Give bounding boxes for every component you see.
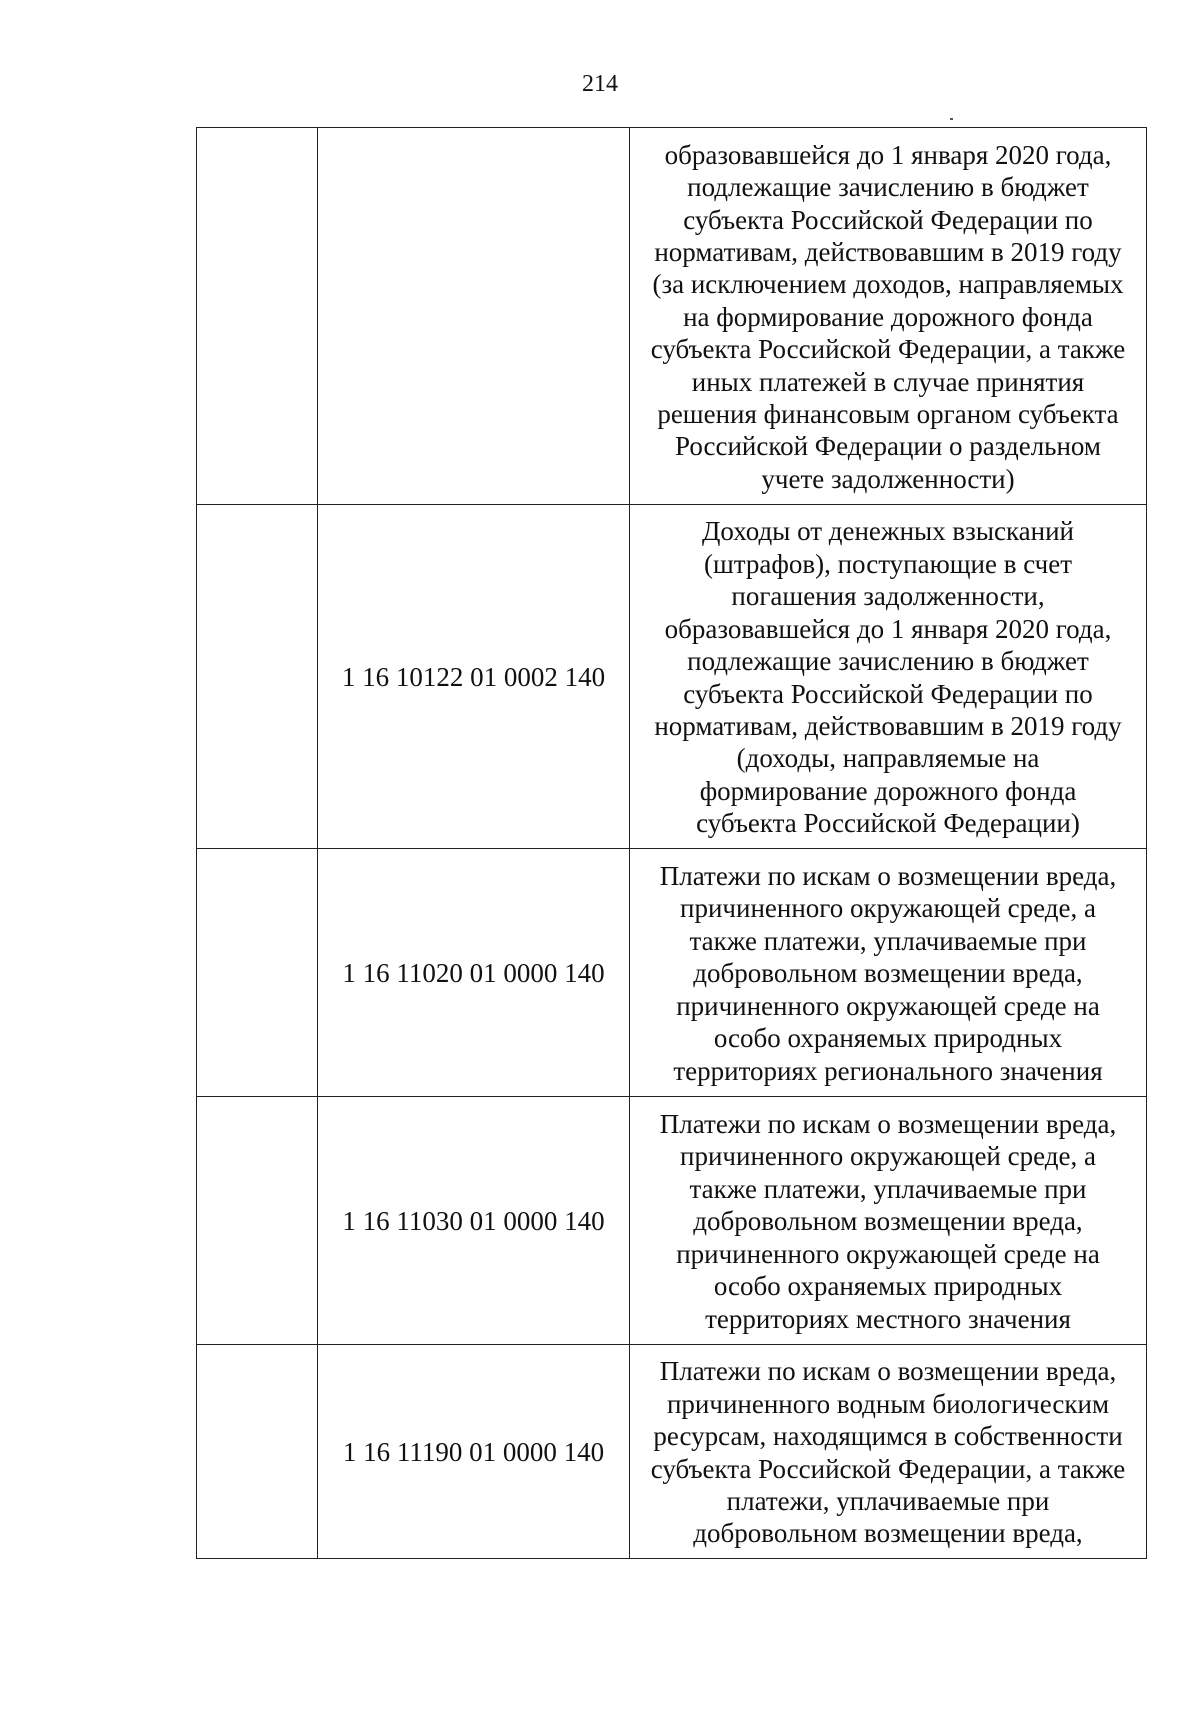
table-row xyxy=(197,505,1147,849)
code-cell xyxy=(318,128,630,505)
description-cell: образовавшейся до 1 января 2020 года, подлежащие зачислению в бюджет субъекта Российской Федерации по нормативам, действовавшим в 2019 году (за исключением доходов, направляемых на формирование дорожного фонда субъекта Российской Федерации, а также иных платежей в случае принятия решения финансовым органом субъекта Российской Федерации о раздельном учете задолженности) xyxy=(630,128,1147,505)
code-cell: 1 16 11190 01 0000 140 xyxy=(318,1345,630,1559)
table-row xyxy=(197,1345,1147,1559)
row-number-cell xyxy=(197,1345,318,1559)
row-number-cell xyxy=(197,1097,318,1345)
code-cell: 1 16 11020 01 0000 140 xyxy=(318,849,630,1097)
description-cell: Доходы от денежных взысканий (штрафов), поступающие в счет погашения задолженности, образовавшейся до 1 января 2020 года, подлежащие зачислению в бюджет субъекта Российской Федерации по нормативам, действовавшим в 2019 году (доходы, направляемые на формирование дорожного фонда субъекта Российской Федерации) xyxy=(630,505,1147,849)
description-cell: Платежи по искам о возмещении вреда, причиненного окружающей среде, а также платежи, уплачиваемые при добровольном возмещении вреда, причиненного окружающей среде на особо охраняемых природных территориях регионального значения xyxy=(630,849,1147,1097)
page-number: 214 xyxy=(582,71,618,97)
code-cell: 1 16 11030 01 0000 140 xyxy=(318,1097,630,1345)
row-number-cell xyxy=(197,849,318,1097)
table-row xyxy=(197,849,1147,1097)
code-cell: 1 16 10122 01 0002 140 xyxy=(318,505,630,849)
scan-mark xyxy=(950,118,953,120)
table-row xyxy=(197,128,1147,505)
description-cell: Платежи по искам о возмещении вреда, причиненного окружающей среде, а также платежи, уплачиваемые при добровольном возмещении вреда, причиненного окружающей среде на особо охраняемых природных территориях местного значения xyxy=(630,1097,1147,1345)
table-row xyxy=(197,1097,1147,1345)
row-number-cell xyxy=(197,505,318,849)
row-number-cell xyxy=(197,128,318,505)
revenue-codes-table xyxy=(196,127,1147,1559)
description-cell: Платежи по искам о возмещении вреда, причиненного водным биологическим ресурсам, находящимся в собственности субъекта Российской Федерации, а также платежи, уплачиваемые при добровольном возмещении вреда, xyxy=(630,1345,1147,1559)
